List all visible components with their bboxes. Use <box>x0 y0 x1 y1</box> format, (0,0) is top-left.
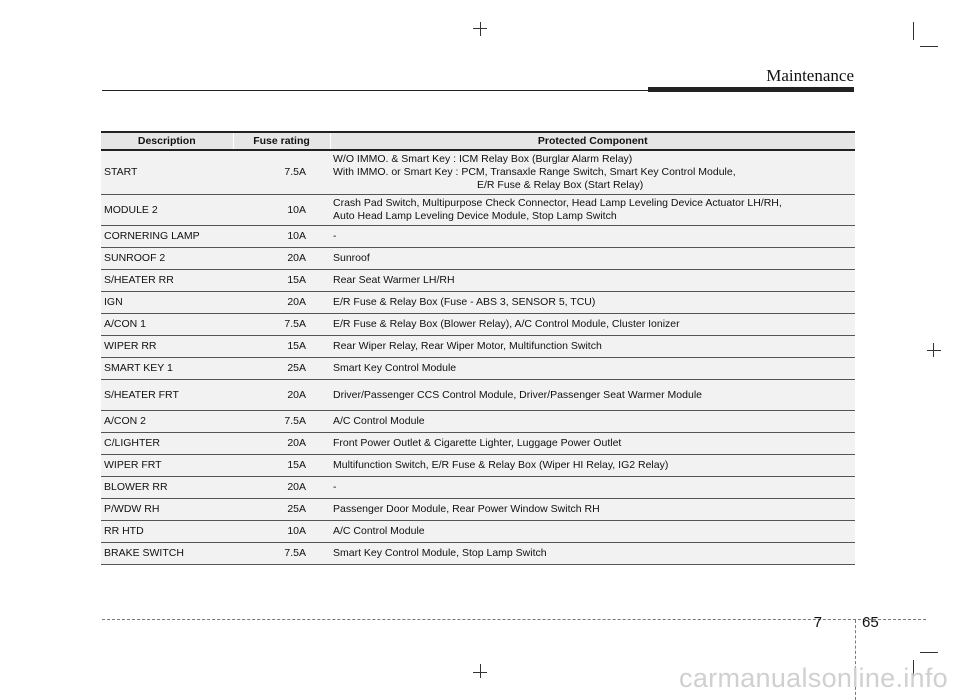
cell-description: A/CON 2 <box>101 411 233 433</box>
component-line: W/O IMMO. & Smart Key : ICM Relay Box (Burglar Alarm Relay) <box>333 153 633 165</box>
table-row <box>101 477 855 499</box>
cell-protected-component: A/C Control Module <box>330 521 855 543</box>
cell-fuse-rating: 15A <box>233 336 330 358</box>
crop-mark-top-right-v <box>913 22 914 40</box>
cell-protected-component: Rear Seat Warmer LH/RH <box>330 270 855 292</box>
page-number-value: 65 <box>862 614 879 631</box>
footer-dashed-rule <box>102 619 926 620</box>
crop-mark-bottom-center-h <box>473 672 487 673</box>
cell-fuse-rating: 20A <box>233 477 330 499</box>
table-row <box>101 521 855 543</box>
cell-description: WIPER RR <box>101 336 233 358</box>
cell-description: IGN <box>101 292 233 314</box>
cell-description: C/LIGHTER <box>101 433 233 455</box>
cell-protected-component: E/R Fuse & Relay Box (Blower Relay), A/C Control Module, Cluster Ionizer <box>330 314 855 336</box>
fuse-table <box>101 131 855 565</box>
cell-description: BLOWER RR <box>101 477 233 499</box>
cell-fuse-rating: 25A <box>233 499 330 521</box>
cell-description: SMART KEY 1 <box>101 358 233 380</box>
chapter-number: 7 <box>813 614 822 631</box>
cell-protected-component: Smart Key Control Module, Stop Lamp Switch <box>330 543 855 565</box>
table-row <box>101 380 855 411</box>
crop-mark-bottom-right-h <box>920 652 938 653</box>
cell-description: S/HEATER FRT <box>101 380 233 411</box>
cell-fuse-rating: 7.5A <box>233 314 330 336</box>
column-header-protected-component: Protected Component <box>330 132 855 150</box>
table-row <box>101 336 855 358</box>
cell-description: BRAKE SWITCH <box>101 543 233 565</box>
cell-fuse-rating: 20A <box>233 433 330 455</box>
table-row <box>101 292 855 314</box>
column-header-description: Description <box>101 132 233 150</box>
cell-description: S/HEATER RR <box>101 270 233 292</box>
cell-description: P/WDW RH <box>101 499 233 521</box>
cell-protected-component: E/R Fuse & Relay Box (Fuse - ABS 3, SENSOR 5, TCU) <box>330 292 855 314</box>
table-row <box>101 543 855 565</box>
cell-fuse-rating: 20A <box>233 292 330 314</box>
cell-description: START <box>101 150 233 195</box>
table-row <box>101 248 855 270</box>
watermark: carmanualsonline.info <box>679 663 948 693</box>
cell-fuse-rating: 7.5A <box>233 150 330 195</box>
cell-description: MODULE 2 <box>101 195 233 226</box>
cell-fuse-rating: 10A <box>233 226 330 248</box>
section-title: Maintenance <box>766 66 854 85</box>
cell-fuse-rating: 7.5A <box>233 411 330 433</box>
component-line: E/R Fuse & Relay Box (Start Relay) <box>477 179 644 191</box>
cell-protected-component <box>330 150 855 195</box>
cell-description: A/CON 1 <box>101 314 233 336</box>
cell-protected-component: Smart Key Control Module <box>330 358 855 380</box>
cell-fuse-rating: 15A <box>233 455 330 477</box>
cell-fuse-rating: 25A <box>233 358 330 380</box>
header-rule <box>102 90 650 91</box>
crop-mark-right-middle-h <box>927 350 941 351</box>
cell-fuse-rating: 10A <box>233 521 330 543</box>
cell-protected-component: Driver/Passenger CCS Control Module, Driver/Passenger Seat Warmer Module <box>330 380 855 411</box>
cell-fuse-rating: 15A <box>233 270 330 292</box>
header-rule-accent <box>648 87 854 92</box>
component-line: Auto Head Lamp Leveling Device Module, Stop Lamp Switch <box>333 210 617 222</box>
table-row <box>101 314 855 336</box>
cell-protected-component: Sunroof <box>330 248 855 270</box>
cell-fuse-rating: 7.5A <box>233 543 330 565</box>
table-row <box>101 455 855 477</box>
crop-mark-bottom-center-v <box>480 664 481 678</box>
table-row <box>101 499 855 521</box>
table-row <box>101 270 855 292</box>
cell-fuse-rating: 10A <box>233 195 330 226</box>
cell-protected-component: - <box>330 226 855 248</box>
cell-description: SUNROOF 2 <box>101 248 233 270</box>
cell-protected-component: - <box>330 477 855 499</box>
cell-description: RR HTD <box>101 521 233 543</box>
crop-mark-right-middle-v <box>933 343 934 357</box>
cell-protected-component: Passenger Door Module, Rear Power Window Switch RH <box>330 499 855 521</box>
table-row <box>101 433 855 455</box>
table-row <box>101 411 855 433</box>
cell-protected-component: Rear Wiper Relay, Rear Wiper Motor, Multifunction Switch <box>330 336 855 358</box>
cell-fuse-rating: 20A <box>233 380 330 411</box>
column-header-fuse-rating: Fuse rating <box>233 132 330 150</box>
cell-protected-component <box>330 195 855 226</box>
cell-description: CORNERING LAMP <box>101 226 233 248</box>
component-line: Crash Pad Switch, Multipurpose Check Connector, Head Lamp Leveling Device Actuator LH/RH, <box>333 197 782 209</box>
crop-mark-top-center-v <box>480 22 481 36</box>
table-row <box>101 195 855 226</box>
crop-mark-top-center-h <box>473 28 487 29</box>
cell-fuse-rating: 20A <box>233 248 330 270</box>
table-row <box>101 358 855 380</box>
crop-mark-top-right-h <box>920 46 938 47</box>
table-header-row <box>101 132 855 150</box>
cell-protected-component: Multifunction Switch, E/R Fuse & Relay Box (Wiper HI Relay, IG2 Relay) <box>330 455 855 477</box>
table-row <box>101 150 855 195</box>
table-row <box>101 226 855 248</box>
component-line: With IMMO. or Smart Key : PCM, Transaxle Range Switch, Smart Key Control Module, <box>333 166 736 178</box>
cell-protected-component: A/C Control Module <box>330 411 855 433</box>
cell-protected-component: Front Power Outlet & Cigarette Lighter, Luggage Power Outlet <box>330 433 855 455</box>
cell-description: WIPER FRT <box>101 455 233 477</box>
